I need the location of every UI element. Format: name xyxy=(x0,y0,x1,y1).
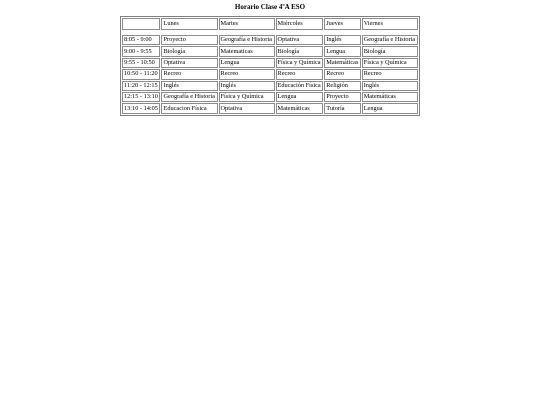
subject-cell: Recreo xyxy=(276,69,324,79)
table-row xyxy=(122,35,418,45)
table-row xyxy=(122,58,418,68)
subject-cell: Matemáticas xyxy=(324,58,360,68)
subject-cell: Biología xyxy=(161,46,217,56)
subject-cell: Inglés xyxy=(362,81,418,91)
subject-cell: Física y Química xyxy=(362,58,418,68)
subject-cell: Recreo xyxy=(219,69,275,79)
header-wednesday: Miércoles xyxy=(276,18,324,30)
subject-cell: Geografía e Historia xyxy=(161,92,217,102)
subject-cell: Recreo xyxy=(362,69,418,79)
header-empty-cell xyxy=(122,18,160,30)
subject-cell: Optativa xyxy=(219,103,275,113)
time-cell: 8:05 - 9:00 xyxy=(122,35,160,45)
subject-cell: Física y Química xyxy=(219,92,275,102)
subject-cell: Biología xyxy=(276,46,324,56)
page-title: Horario Clase 4ºA ESO xyxy=(234,3,306,11)
time-cell: 12:15 - 13:10 xyxy=(122,92,160,102)
table-row xyxy=(122,69,418,79)
table-row xyxy=(122,92,418,102)
subject-cell: Proyecto xyxy=(161,35,217,45)
subject-cell: Lengua xyxy=(324,46,360,56)
subject-cell: Geografía e Historia xyxy=(362,35,418,45)
subject-cell: Geografía e Historia xyxy=(219,35,275,45)
subject-cell: Lengua xyxy=(276,92,324,102)
subject-cell: Lengua xyxy=(362,103,418,113)
subject-cell: Optativa xyxy=(161,58,217,68)
subject-cell: Educacion Física xyxy=(161,103,217,113)
subject-cell: Religión xyxy=(324,81,360,91)
header-thursday: Jueves xyxy=(324,18,360,30)
subject-cell: Recreo xyxy=(161,69,217,79)
header-monday: Lunes xyxy=(161,18,217,30)
timetable xyxy=(120,16,420,116)
time-cell: 13:10 - 14:05 xyxy=(122,103,160,113)
time-cell: 10:50 - 11:20 xyxy=(122,69,160,79)
header-row xyxy=(122,18,418,30)
spacer-cell xyxy=(122,31,418,34)
time-cell: 11:20 - 12:15 xyxy=(122,81,160,91)
subject-cell: Lengua xyxy=(219,58,275,68)
subject-cell: Recreo xyxy=(324,69,360,79)
subject-cell: Matematicas xyxy=(219,46,275,56)
subject-cell: Educación Física xyxy=(276,81,324,91)
subject-cell: Inglés xyxy=(219,81,275,91)
subject-cell: Biología xyxy=(362,46,418,56)
subject-cell: Física y Química xyxy=(276,58,324,68)
subject-cell: Matemáticas xyxy=(276,103,324,113)
time-cell: 9:00 - 9:55 xyxy=(122,46,160,56)
subject-cell: Inglés xyxy=(324,35,360,45)
table-row xyxy=(122,103,418,113)
subject-cell: Tutoría xyxy=(324,103,360,113)
time-cell: 9:55 - 10:50 xyxy=(122,58,160,68)
header-spacer xyxy=(122,31,418,34)
subject-cell: Inglés xyxy=(161,81,217,91)
subject-cell: Matemáticas xyxy=(362,92,418,102)
subject-cell: Optativa xyxy=(276,35,324,45)
header-friday: Viernes xyxy=(362,18,418,30)
table-row xyxy=(122,81,418,91)
header-tuesday: Martes xyxy=(219,18,275,30)
subject-cell: Proyecto xyxy=(324,92,360,102)
table-row xyxy=(122,46,418,56)
